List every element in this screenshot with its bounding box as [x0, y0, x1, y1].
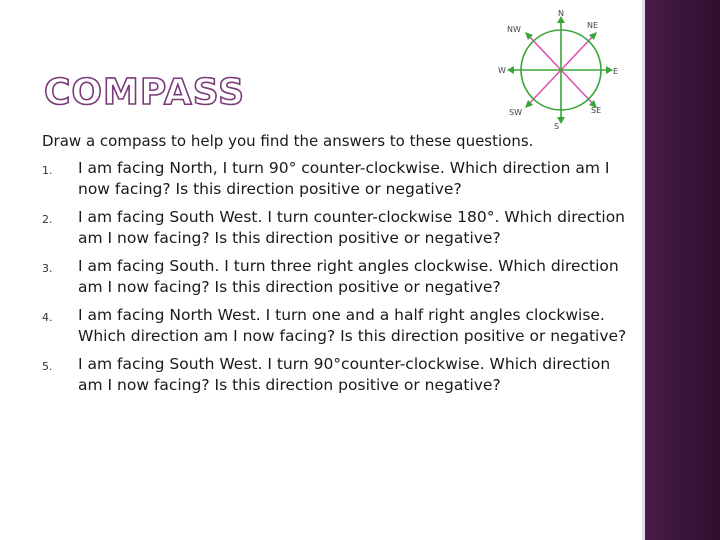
question-number: 2.: [42, 213, 53, 226]
question-text: I am facing North West. I turn one and a half right angles clockwise. Which direction am I now facing? Is this direction positive or negative?: [78, 306, 627, 345]
compass-label-w: W: [498, 66, 506, 75]
question-number: 4.: [42, 311, 53, 324]
compass-label-se: SE: [591, 106, 602, 115]
question-text: I am facing South West. I turn 90°counter-clockwise. Which direction am I now facing? Is this direction positive or negative?: [78, 355, 611, 394]
arrow-e-icon: [606, 66, 613, 74]
compass-rose-image: [494, 4, 634, 132]
list-item: [42, 158, 632, 200]
compass-label-s: S: [554, 122, 560, 131]
question-number: 1.: [42, 164, 53, 177]
decorative-sidebar: [642, 0, 720, 540]
question-number: 5.: [42, 360, 53, 373]
list-item: [42, 354, 632, 396]
compass-label-e: E: [613, 67, 619, 76]
compass-label-sw: SW: [509, 108, 522, 117]
list-item: [42, 207, 632, 249]
question-list: [42, 158, 632, 403]
arrow-w-icon: [507, 66, 514, 74]
question-text: I am facing North, I turn 90° counter-clockwise. Which direction am I now facing? Is this direction positive or negative?: [78, 159, 610, 198]
question-number: 3.: [42, 262, 53, 275]
compass-label-ne: NE: [587, 21, 599, 30]
list-item: [42, 305, 632, 347]
slide-title: COMPASS: [44, 72, 246, 113]
question-text: I am facing South. I turn three right angles clockwise. Which direction am I now facing? Is this direction positive or negative?: [78, 257, 619, 296]
compass-label-nw: NW: [507, 25, 521, 34]
intro-text: Draw a compass to help you find the answers to these questions.: [42, 132, 534, 150]
compass-label-n: N: [558, 9, 564, 18]
question-text: I am facing South West. I turn counter-clockwise 180°. Which direction am I now facing? Is this direction positive or negative?: [78, 208, 625, 247]
list-item: [42, 256, 632, 298]
